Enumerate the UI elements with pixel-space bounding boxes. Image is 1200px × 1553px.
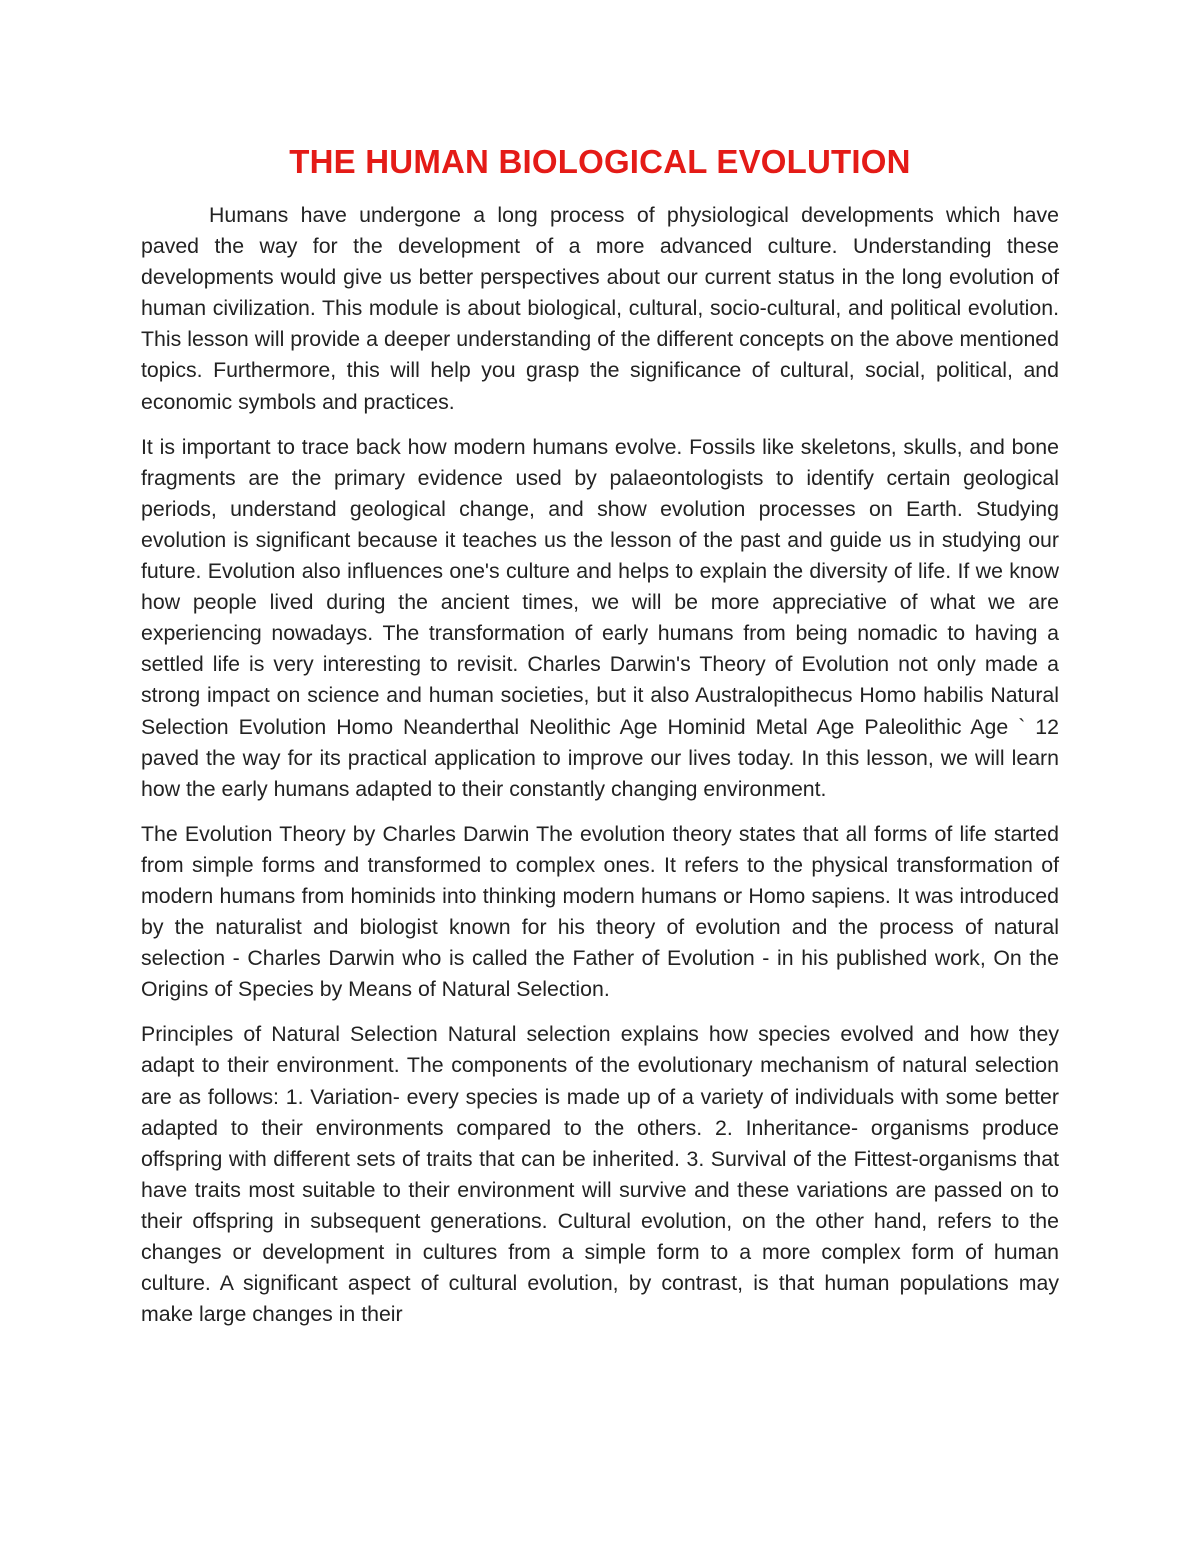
paragraph-natural-selection: Principles of Natural Selection Natural selection explains how species evolved and how they adapt to their environment. The components of the evolutionary mechanism of natural selection are as follows: 1. Variation- every species is made up of a variety of individuals with some better adapted to their environments compared to the others. 2. Inheritance- organisms produce offspring with different sets of traits that can be inherited. 3. Survival of the Fittest-organisms that have traits most suitable to their environment will survive and these variations are passed on to their offspring in subsequent generations. Cultural evolution, on the other hand, refers to the changes or development in cultures from a simple form to a more complex form of human culture. A significant aspect of cultural evolution, by contrast, is that human populations may make large changes in their [141,1022,1059,1327]
page-title: THE HUMAN BIOLOGICAL EVOLUTION [289,143,911,180]
paragraph-darwin-theory: The Evolution Theory by Charles Darwin The evolution theory states that all forms of life started from simple forms and transformed to complex ones. It refers to the physical transformation of modern humans from hominids into thinking modern humans or Homo sapiens. It was introduced by the naturalist and biologist known for his theory of evolution and the process of natural selection - Charles Darwin who is called the Father of Evolution - in his published work, On the Origins of Species by Means of Natural Selection. [141,821,1059,1002]
paragraph-introduction: Humans have undergone a long process of physiological developments which have paved the way for the development of a more advanced culture. Understanding these developments would give us better perspectives about our current status in the long evolution of human civilization. This module is about biological, cultural, socio-cultural, and political evolution. This lesson will provide a deeper understanding of the different concepts on the above mentioned topics. Furthermore, this will help you grasp the significance of cultural, social, political, and economic symbols and practices. [141,203,1059,414]
paragraph-tracing-evolution: It is important to trace back how modern humans evolve. Fossils like skeletons, skulls, and bone fragments are the primary evidence used by palaeontologists to identify certain geological periods, understand geological change, and show evolution processes on Earth. Studying evolution is significant because it teaches us the lesson of the past and guide us in studying our future. Evolution also influences one's culture and helps to explain the diversity of life. If we know how people lived during the ancient times, we will be more appreciative of what we are experiencing nowadays. The transformation of early humans from being nomadic to having a settled life is very interesting to revisit. Charles Darwin's Theory of Evolution not only made a strong impact on science and human societies, but it also Australopithecus Homo habilis Natural Selection Evolution Homo Neanderthal Neolithic Age Hominid Metal Age Paleolithic Age ` 12 paved the way for its practical application to improve our lives today. In this lesson, we will learn how the early humans adapted to their constantly changing environment. [141,434,1059,801]
document-page [141,140,1059,1330]
